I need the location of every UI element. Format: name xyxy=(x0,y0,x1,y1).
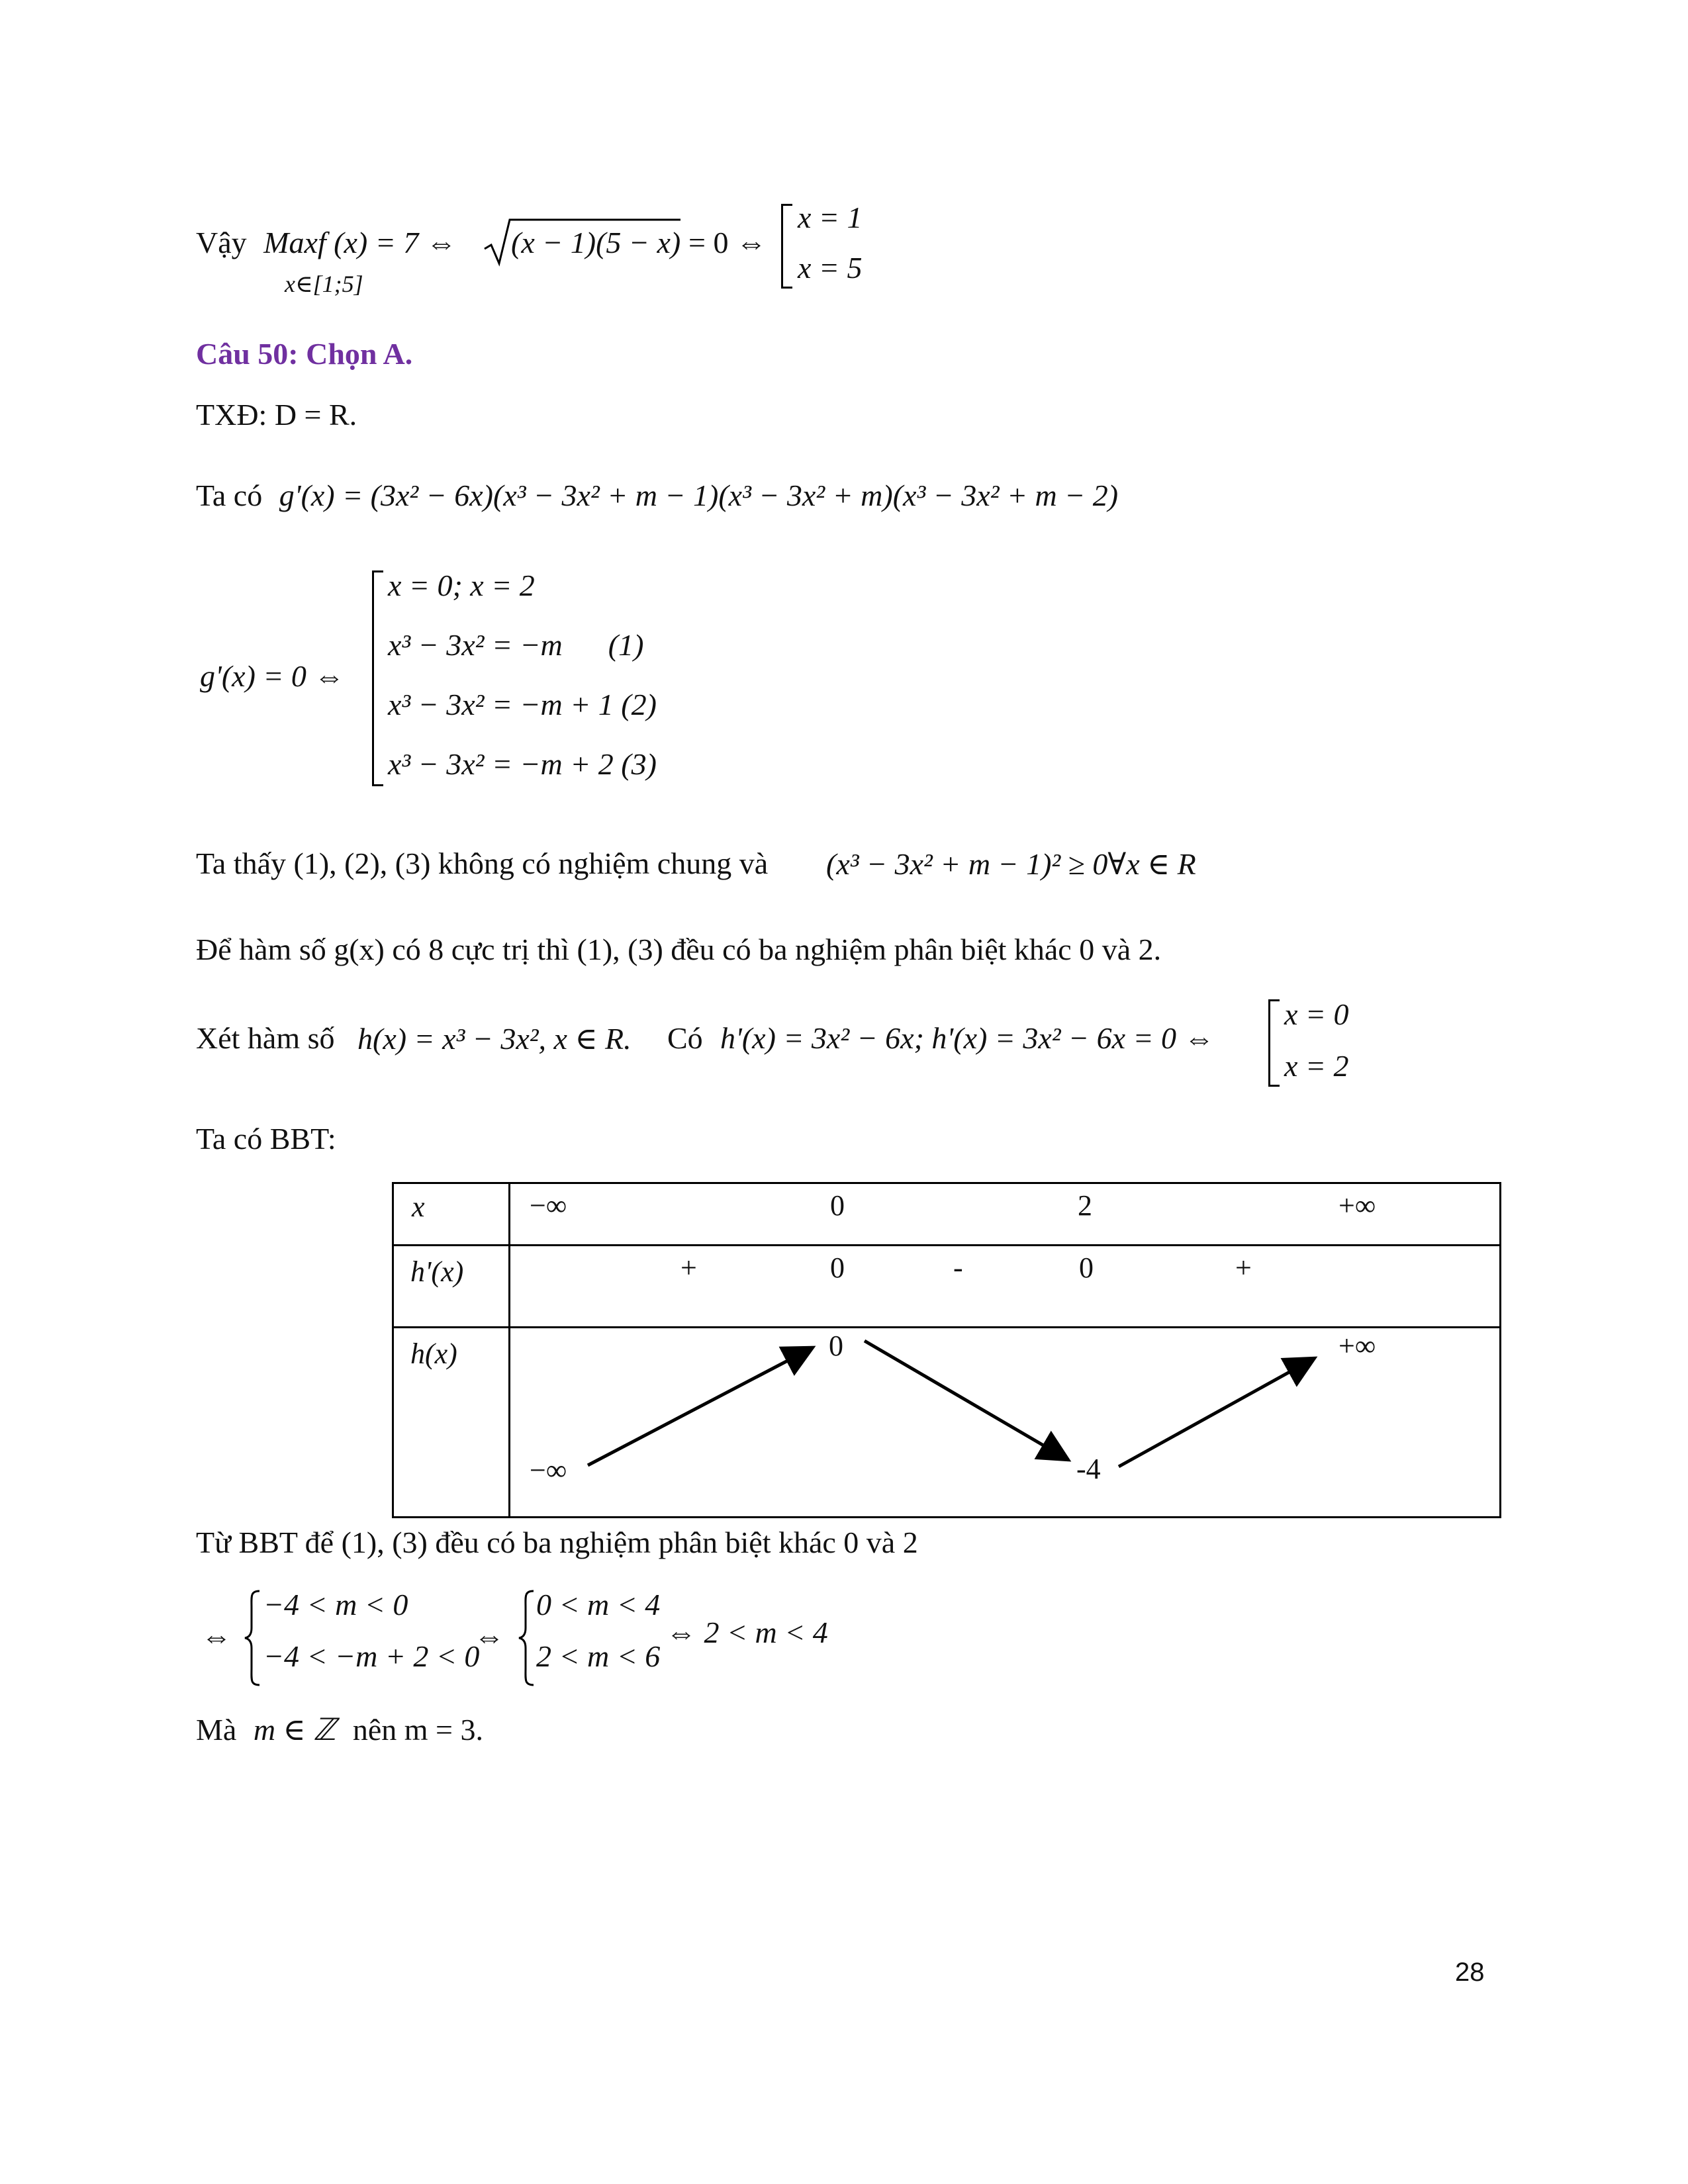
sign-zero-2: 0 xyxy=(1079,1251,1094,1284)
txd-line: TXĐ: D = R. xyxy=(196,398,357,432)
xet-case-1: x = 0 xyxy=(1284,997,1349,1031)
x-neg-inf: −∞ xyxy=(530,1189,567,1222)
h-min-value: -4 xyxy=(1076,1453,1101,1485)
max-subscript: x∈[1;5] xyxy=(285,271,363,297)
arrow-increasing-1 xyxy=(588,1347,813,1465)
de-line: Để hàm số g(x) có 8 cực trị thì (1), (3) đều có ba nghiệm phân biệt khác 0 và 2. xyxy=(196,933,1162,966)
xet-text-2: Có xyxy=(667,1021,703,1055)
bbt-label: Ta có BBT: xyxy=(196,1122,336,1156)
page-number: 28 xyxy=(1455,1958,1485,1987)
row-label-hprime: h'(x) xyxy=(410,1255,464,1288)
h-prime-expr: h'(x) = 3x² − 6x; h'(x) = 3x² − 6x = 0 ⇔ xyxy=(720,1021,1215,1055)
xet-text-1: Xét hàm số xyxy=(196,1021,335,1055)
x-pos-inf: +∞ xyxy=(1338,1189,1376,1222)
g-row-2: x³ − 3x² = −m (1) xyxy=(388,628,644,662)
h-def: h(x) = x³ − 3x², x ∈ R. xyxy=(357,1022,632,1056)
max-label: Maxf xyxy=(263,226,326,259)
row-label-h: h(x) xyxy=(410,1338,457,1370)
x-zero: 0 xyxy=(830,1189,845,1222)
arrow-increasing-2 xyxy=(1119,1358,1315,1467)
m-arrow-1: ⇔ xyxy=(201,1619,232,1653)
h-max-value: 0 xyxy=(829,1330,843,1362)
h-neg-inf: −∞ xyxy=(530,1454,567,1486)
g-prime-expr: g'(x) = (3x² − 6x)(x³ − 3x² + m − 1)(x³ − 3x² + m)(x³ − 3x² + m − 2) xyxy=(279,478,1119,512)
h-pos-inf: +∞ xyxy=(1338,1330,1376,1362)
sys1-row-2: −4 < −m + 2 < 0 xyxy=(263,1639,480,1673)
tathay-text: Ta thấy (1), (2), (3) không có nghiệm chung và xyxy=(196,846,769,880)
xet-case-2: x = 2 xyxy=(1284,1049,1349,1083)
tathay-expr: (x³ − 3x² + m − 1)² ≥ 0∀x ∈ R xyxy=(826,847,1196,881)
g-row-3: x³ − 3x² = −m + 1 (2) xyxy=(388,688,657,721)
g-row-1: x = 0; x = 2 xyxy=(388,569,535,602)
sqrt-inner: (x − 1)(5 − x) xyxy=(511,226,681,259)
ma-expr: m ∈ ℤ xyxy=(253,1713,336,1747)
m-result: ⇔ 2 < m < 4 xyxy=(666,1615,828,1649)
sign-1: + xyxy=(680,1251,697,1284)
sys2-row-2: 2 < m < 6 xyxy=(536,1639,661,1673)
case-x5: x = 5 xyxy=(798,251,863,285)
sys1-row-1: −4 < m < 0 xyxy=(263,1588,408,1621)
brace-2 xyxy=(516,1588,536,1688)
arrow-decreasing xyxy=(865,1341,1068,1460)
x-two: 2 xyxy=(1078,1189,1092,1222)
g-system-lhs: g'(x) = 0 ⇔ xyxy=(200,659,345,693)
m-arrow-2: ⇔ xyxy=(474,1619,504,1653)
sign-zero-1: 0 xyxy=(830,1251,845,1284)
sign-2: - xyxy=(953,1251,963,1284)
taco-prefix: Ta có xyxy=(196,478,263,512)
fx-eq: (x) = 7 ⇔ xyxy=(334,226,457,259)
sys2-row-1: 0 < m < 4 xyxy=(536,1588,661,1621)
ma-prefix: Mà xyxy=(196,1713,237,1747)
row-label-x: x xyxy=(412,1191,425,1223)
question-heading: Câu 50: Chọn A. xyxy=(196,337,413,371)
tu-bbt-line: Từ BBT để (1), (3) đều có ba nghiệm phân biệt khác 0 và 2 xyxy=(196,1525,918,1559)
sign-3: + xyxy=(1235,1251,1252,1284)
vay-prefix: Vậy xyxy=(196,226,247,259)
case-x1: x = 1 xyxy=(798,201,863,234)
eq-zero: = 0 ⇔ xyxy=(688,226,767,259)
ma-suffix: nên m = 3. xyxy=(352,1713,483,1747)
g-row-4: x³ − 3x² = −m + 2 (3) xyxy=(388,747,657,781)
ma-line xyxy=(196,1711,483,1747)
brace-1 xyxy=(242,1588,262,1688)
